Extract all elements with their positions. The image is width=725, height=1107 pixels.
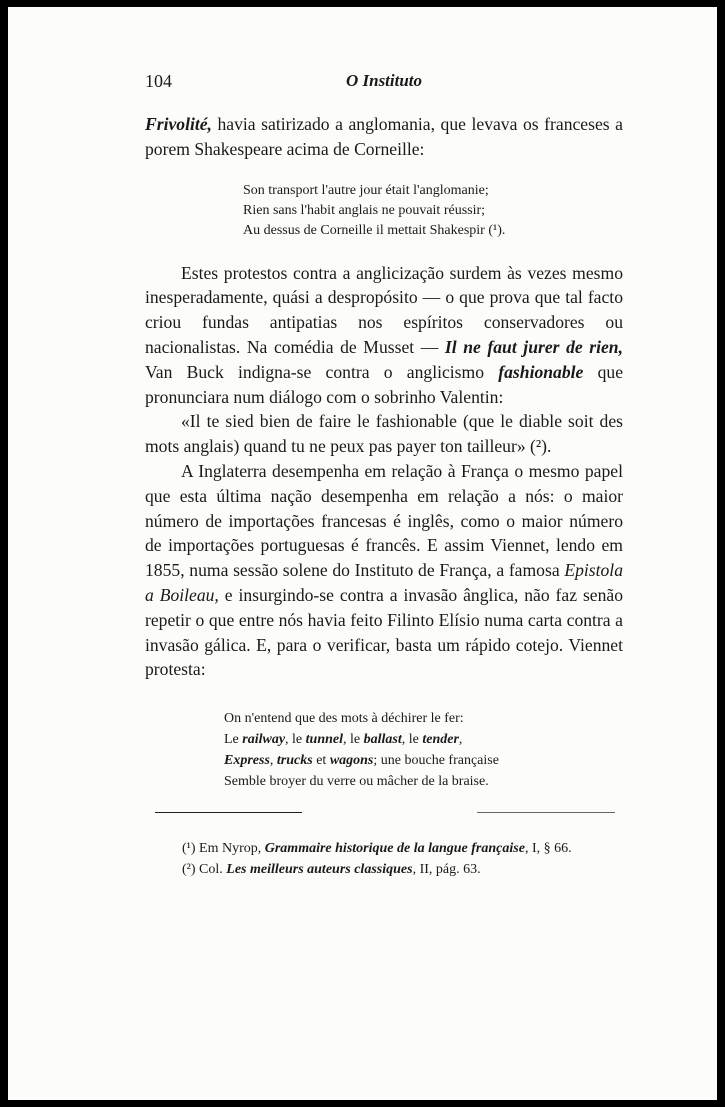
paragraph-2-text-2: Van Buck indigna-se contra o anglicismo [145, 361, 499, 382]
verse-quote-1 [243, 181, 623, 241]
footnote-1-title: Grammaire historique de la langue française [264, 841, 525, 857]
footnote-2-text-b: , II, pág. 63. [412, 862, 481, 878]
verse-2-word-trucks: trucks [276, 753, 313, 769]
verse-2-line-2-g: , le [401, 732, 423, 748]
separator-rule-right [477, 812, 615, 813]
verse-2-word-express: Express [224, 753, 270, 769]
footnotes [182, 838, 623, 880]
paragraph-2-text-1: Estes protestos contra a anglicização surdem às vezes mesmo inesperadamente, quási a despropósito — o que prova que tal facto criou fundas antipatias nos espíritos conservadores ou nacionalistas. Na comédia de Musset — [145, 262, 623, 357]
paragraph-2-term: fashionable [498, 361, 584, 382]
verse-1-line-1: Son transport l'autre jour était l'anglomanie; [243, 182, 489, 198]
paragraph-1-text: havia satirizado a anglomania, que levava os franceses a porem Shakespeare acima de Corneille: [145, 114, 623, 159]
verse-2-line-3 [224, 750, 623, 771]
separator-rule-left [155, 812, 302, 813]
verse-2-word-tunnel: tunnel [305, 732, 344, 748]
verse-2-line-2-i: , [458, 732, 463, 748]
footnote-2-mark: (²) [182, 862, 196, 878]
verse-2-word-tender: tender [422, 732, 459, 748]
verse-2-word-wagons: wagons [329, 753, 374, 769]
footnote-1-text-a: Em Nyrop, [195, 841, 265, 857]
paragraph-2-text-3: que pronunciara num diálogo com o sobrinho Valentin: [145, 361, 623, 407]
footnote-2 [182, 859, 623, 880]
verse-2-line-1: On n'entend que des mots à déchirer le fer: [224, 711, 464, 727]
paragraph-4-title: Epistola a Boileau, [145, 560, 623, 605]
verse-2-line-3-b: , [269, 753, 277, 769]
paragraph-3 [145, 409, 623, 459]
footnote-separator [145, 806, 623, 820]
verse-2-line-2 [224, 729, 623, 750]
paragraph-1-lead: Frivolité, [145, 114, 212, 134]
footnote-1-mark: (¹) [182, 841, 196, 857]
verse-2-word-ballast: ballast [363, 732, 402, 748]
paragraph-4 [145, 459, 623, 682]
verse-2-line-4: Semble broyer du verre ou mâcher de la braise. [224, 774, 489, 790]
page-number: 104 [145, 71, 172, 91]
verse-2-line-3-f: ; une bouche française [373, 753, 499, 769]
paragraph-4-text-1: A Inglaterra desempenha em relação à França o mesmo papel que esta última nação desempenha em relação a nós: o maior número de importações francesas é inglês, como o maior número de importações portuguesas é francês. E assim Viennet, lendo em 1855, numa sessão solene do Instituto de França, a famosa [145, 460, 623, 581]
verse-2-word-railway: railway [242, 732, 286, 748]
running-title: O Instituto [345, 71, 423, 90]
paragraph-2 [145, 261, 623, 410]
paragraph-2-title: Il ne faut jurer de rien, [444, 336, 623, 357]
footnote-1-text-b: , I, § 66. [524, 841, 572, 857]
footnote-2-text-a: Col. [195, 862, 227, 878]
verse-2-line-2-c: , le [285, 732, 306, 748]
verse-2-line-3-d: et [312, 753, 330, 769]
verse-2-line-2-a: Le [224, 732, 243, 748]
paragraph-4-text-2: e insurgindo-se contra a invasão ânglica, não faz senão repetir o que entre nós havia feito Filinto Elísio numa carta contra a invasão gálica. E, para o verificar, basta um rápido cotejo. Viennet protesta: [145, 584, 623, 680]
verse-1-line-3: Au dessus de Corneille il mettait Shakespir (¹). [243, 222, 506, 238]
page-header [145, 71, 623, 97]
footnote-1 [182, 838, 623, 859]
verse-quote-2 [224, 708, 623, 792]
footnote-2-title: Les meilleurs auteurs classiques [226, 862, 413, 878]
verse-1-line-2: Rien sans l'habit anglais ne pouvait réussir; [243, 202, 486, 218]
text-block [145, 71, 623, 880]
paragraph-3-text: «Il te sied bien de faire le fashionable (que le diable soit des mots anglais) quand tu ne peux pas payer ton tailleur» (²). [145, 411, 623, 457]
paragraph-1 [145, 112, 623, 162]
page [8, 7, 717, 1100]
verse-2-line-2-e: , le [343, 732, 364, 748]
